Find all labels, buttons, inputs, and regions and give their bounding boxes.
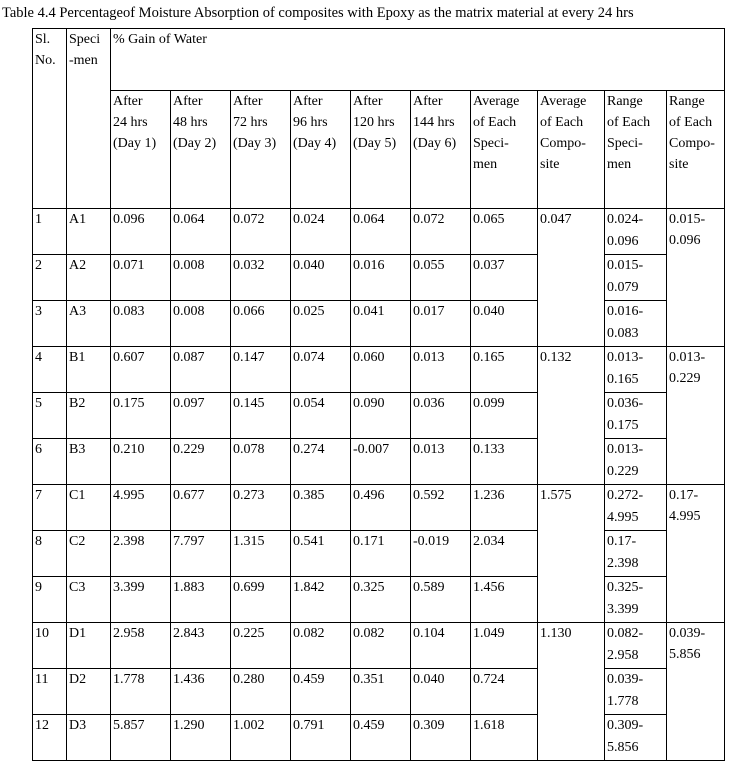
cell-day-1: 0.210: [111, 439, 171, 485]
cell-day-6: 0.055: [411, 255, 471, 301]
cell-sl-no: 1: [33, 209, 67, 255]
header-specimen-line1: Speci: [69, 32, 101, 47]
header-day-3: [231, 91, 291, 209]
cell-day-5: 0.082: [351, 623, 411, 669]
cell-day-6: 0.104: [411, 623, 471, 669]
cell-specimen: D1: [67, 623, 111, 669]
cell-avg-specimen: 0.040: [471, 301, 538, 347]
cell-sl-no: 8: [33, 531, 67, 577]
cell-day-6: 0.013: [411, 439, 471, 485]
cell-sl-no: 3: [33, 301, 67, 347]
cell-range-specimen-line2: 5.856: [607, 740, 639, 755]
header-day-2-line3: (Day 2): [173, 136, 217, 151]
cell-avg-composite: 1.575: [538, 485, 605, 623]
cell-avg-specimen: 0.133: [471, 439, 538, 485]
cell-specimen: B3: [67, 439, 111, 485]
cell-day-5: 0.016: [351, 255, 411, 301]
header-range-composite-line1: Range: [669, 94, 705, 109]
header-day-5: [351, 91, 411, 209]
header-day-5-line1: After: [353, 94, 383, 109]
cell-avg-specimen: 1.236: [471, 485, 538, 531]
cell-specimen: C1: [67, 485, 111, 531]
cell-avg-specimen: 1.618: [471, 715, 538, 761]
cell-day-5: 0.064: [351, 209, 411, 255]
cell-avg-specimen: 0.037: [471, 255, 538, 301]
cell-day-6: -0.019: [411, 531, 471, 577]
cell-day-4: 0.074: [291, 347, 351, 393]
cell-sl-no: 6: [33, 439, 67, 485]
cell-sl-no: 9: [33, 577, 67, 623]
cell-range-specimen: [605, 577, 667, 623]
cell-day-1: 1.778: [111, 669, 171, 715]
cell-day-3: 0.280: [231, 669, 291, 715]
header-range-specimen-line1: Range: [607, 94, 643, 109]
cell-day-4: 0.054: [291, 393, 351, 439]
cell-day-6: 0.309: [411, 715, 471, 761]
cell-range-composite: [667, 623, 725, 761]
cell-day-5: 0.325: [351, 577, 411, 623]
cell-range-specimen-line2: 1.778: [607, 694, 639, 709]
cell-sl-no: 10: [33, 623, 67, 669]
cell-day-3: 0.066: [231, 301, 291, 347]
table-row: [33, 301, 725, 347]
cell-day-4: 0.541: [291, 531, 351, 577]
header-day-6-line1: After: [413, 94, 443, 109]
header-specimen: [67, 29, 111, 209]
header-avg-composite-line4: site: [540, 157, 560, 172]
cell-day-4: 0.385: [291, 485, 351, 531]
cell-range-specimen-line1: 0.024-: [607, 212, 644, 227]
cell-day-6: 0.589: [411, 577, 471, 623]
cell-day-3: 0.032: [231, 255, 291, 301]
header-day-3-line3: (Day 3): [233, 136, 277, 151]
cell-avg-specimen: 1.049: [471, 623, 538, 669]
cell-specimen: C3: [67, 577, 111, 623]
cell-sl-no: 2: [33, 255, 67, 301]
header-day-1: [111, 91, 171, 209]
cell-day-2: 1.436: [171, 669, 231, 715]
cell-avg-specimen: 0.065: [471, 209, 538, 255]
cell-range-specimen-line2: 0.096: [607, 234, 639, 249]
cell-day-5: 0.496: [351, 485, 411, 531]
cell-specimen: B2: [67, 393, 111, 439]
cell-specimen: C2: [67, 531, 111, 577]
header-day-4: [291, 91, 351, 209]
table-row: [33, 393, 725, 439]
cell-range-specimen: [605, 715, 667, 761]
cell-range-specimen-line2: 0.083: [607, 326, 639, 341]
header-sl-no-line1: Sl.: [35, 32, 51, 47]
cell-day-6: 0.036: [411, 393, 471, 439]
cell-day-4: 0.082: [291, 623, 351, 669]
cell-range-specimen-line1: 0.309-: [607, 718, 644, 733]
cell-range-specimen: [605, 393, 667, 439]
cell-day-4: 0.025: [291, 301, 351, 347]
cell-range-specimen-line2: 0.165: [607, 372, 639, 387]
header-day-5-line2: 120 hrs: [353, 115, 395, 130]
cell-range-composite: [667, 209, 725, 347]
cell-day-1: 0.175: [111, 393, 171, 439]
cell-day-3: 1.315: [231, 531, 291, 577]
header-sl-no: [33, 29, 67, 209]
cell-day-1: 2.398: [111, 531, 171, 577]
cell-day-3: 1.002: [231, 715, 291, 761]
cell-avg-specimen: 0.165: [471, 347, 538, 393]
header-day-1-line1: After: [113, 94, 143, 109]
cell-day-2: 0.229: [171, 439, 231, 485]
table-row: [33, 209, 725, 255]
cell-range-specimen: [605, 531, 667, 577]
cell-day-1: 0.083: [111, 301, 171, 347]
header-avg-specimen: [471, 91, 538, 209]
header-day-3-line1: After: [233, 94, 263, 109]
cell-day-5: 0.171: [351, 531, 411, 577]
cell-day-2: 0.008: [171, 255, 231, 301]
table-body: [33, 209, 725, 761]
header-day-5-line3: (Day 5): [353, 136, 397, 151]
table-row: [33, 531, 725, 577]
table-header: [33, 29, 725, 209]
cell-specimen: A2: [67, 255, 111, 301]
table-row: [33, 485, 725, 531]
header-avg-composite-line2: of Each: [540, 115, 584, 130]
cell-avg-specimen: 0.099: [471, 393, 538, 439]
cell-range-composite-line2: 0.096: [669, 233, 701, 248]
cell-day-2: 7.797: [171, 531, 231, 577]
table-row: [33, 715, 725, 761]
cell-day-1: 5.857: [111, 715, 171, 761]
cell-day-5: 0.351: [351, 669, 411, 715]
cell-sl-no: 12: [33, 715, 67, 761]
cell-range-specimen: [605, 209, 667, 255]
cell-day-3: 0.273: [231, 485, 291, 531]
header-avg-composite-line1: Average: [540, 94, 587, 109]
cell-range-specimen: [605, 255, 667, 301]
header-day-1-line2: 24 hrs: [113, 115, 148, 130]
cell-avg-composite: 1.130: [538, 623, 605, 761]
header-day-4-line2: 96 hrs: [293, 115, 328, 130]
cell-range-specimen: [605, 439, 667, 485]
cell-day-2: 0.677: [171, 485, 231, 531]
cell-range-specimen: [605, 485, 667, 531]
cell-day-6: 0.017: [411, 301, 471, 347]
cell-day-1: 3.399: [111, 577, 171, 623]
cell-day-2: 2.843: [171, 623, 231, 669]
cell-range-composite-line1: 0.015-: [669, 212, 706, 227]
cell-day-3: 0.147: [231, 347, 291, 393]
header-specimen-line2: -men: [69, 53, 98, 68]
cell-range-specimen-line1: 0.013-: [607, 442, 644, 457]
table-row: [33, 623, 725, 669]
header-day-6: [411, 91, 471, 209]
cell-sl-no: 11: [33, 669, 67, 715]
cell-range-specimen-line1: 0.325-: [607, 580, 644, 595]
cell-range-specimen-line2: 2.398: [607, 556, 639, 571]
header-gain-of-water: % Gain of Water: [111, 29, 725, 91]
table-row: [33, 255, 725, 301]
cell-avg-specimen: 2.034: [471, 531, 538, 577]
cell-range-specimen-line1: 0.036-: [607, 396, 644, 411]
cell-day-3: 0.699: [231, 577, 291, 623]
cell-range-composite-line2: 4.995: [669, 509, 701, 524]
header-avg-composite: [538, 91, 605, 209]
cell-day-6: 0.040: [411, 669, 471, 715]
header-day-2-line1: After: [173, 94, 203, 109]
cell-range-specimen-line1: 0.082-: [607, 626, 644, 641]
cell-day-4: 0.791: [291, 715, 351, 761]
cell-avg-specimen: 0.724: [471, 669, 538, 715]
header-day-6-line2: 144 hrs: [413, 115, 455, 130]
header-avg-composite-line3: Compo-: [540, 136, 586, 151]
cell-specimen: D3: [67, 715, 111, 761]
cell-sl-no: 4: [33, 347, 67, 393]
header-range-specimen: [605, 91, 667, 209]
cell-range-specimen-line2: 3.399: [607, 602, 639, 617]
cell-day-5: 0.090: [351, 393, 411, 439]
header-day-2-line2: 48 hrs: [173, 115, 208, 130]
header-range-composite-line3: Compo-: [669, 136, 715, 151]
cell-day-4: 1.842: [291, 577, 351, 623]
cell-range-specimen-line1: 0.272-: [607, 488, 644, 503]
header-day-6-line3: (Day 6): [413, 136, 457, 151]
cell-day-5: 0.060: [351, 347, 411, 393]
cell-specimen: D2: [67, 669, 111, 715]
header-day-4-line3: (Day 4): [293, 136, 337, 151]
cell-specimen: A1: [67, 209, 111, 255]
cell-range-specimen: [605, 301, 667, 347]
header-row-days: [33, 91, 725, 209]
header-range-composite-line2: of Each: [669, 115, 713, 130]
header-avg-specimen-line2: of Each: [473, 115, 517, 130]
cell-day-2: 0.008: [171, 301, 231, 347]
cell-range-composite-line1: 0.039-: [669, 626, 706, 641]
cell-specimen: A3: [67, 301, 111, 347]
cell-range-specimen-line2: 0.079: [607, 280, 639, 295]
cell-day-2: 1.883: [171, 577, 231, 623]
cell-avg-composite: 0.132: [538, 347, 605, 485]
cell-range-composite: [667, 347, 725, 485]
header-avg-specimen-line3: Speci-: [473, 136, 509, 151]
table-row: [33, 347, 725, 393]
cell-day-4: 0.274: [291, 439, 351, 485]
cell-range-composite: [667, 485, 725, 623]
cell-day-2: 0.097: [171, 393, 231, 439]
cell-day-3: 0.078: [231, 439, 291, 485]
cell-range-specimen-line2: 4.995: [607, 510, 639, 525]
header-avg-specimen-line1: Average: [473, 94, 520, 109]
cell-range-specimen: [605, 669, 667, 715]
table-row: [33, 439, 725, 485]
cell-range-specimen-line1: 0.17-: [607, 534, 637, 549]
cell-range-specimen: [605, 347, 667, 393]
cell-range-composite-line2: 0.229: [669, 371, 701, 386]
cell-day-5: 0.459: [351, 715, 411, 761]
cell-range-specimen-line1: 0.039-: [607, 672, 644, 687]
cell-sl-no: 7: [33, 485, 67, 531]
cell-day-6: 0.072: [411, 209, 471, 255]
cell-day-5: -0.007: [351, 439, 411, 485]
cell-sl-no: 5: [33, 393, 67, 439]
cell-day-6: 0.592: [411, 485, 471, 531]
cell-range-specimen: [605, 623, 667, 669]
cell-day-2: 0.064: [171, 209, 231, 255]
cell-range-composite-line1: 0.013-: [669, 350, 706, 365]
cell-range-specimen-line1: 0.013-: [607, 350, 644, 365]
cell-avg-specimen: 1.456: [471, 577, 538, 623]
cell-day-6: 0.013: [411, 347, 471, 393]
table-caption: Table 4.4 Percentageof Moisture Absorption of composites with Epoxy as the matrix material at every 24 hrs: [2, 5, 634, 21]
cell-day-1: 0.096: [111, 209, 171, 255]
moisture-absorption-table: [32, 28, 725, 761]
cell-day-5: 0.041: [351, 301, 411, 347]
table-row: [33, 577, 725, 623]
header-range-composite-line4: site: [669, 157, 689, 172]
cell-specimen: B1: [67, 347, 111, 393]
cell-range-composite-line2: 5.856: [669, 647, 701, 662]
header-range-specimen-line2: of Each: [607, 115, 651, 130]
table-row: [33, 669, 725, 715]
header-range-specimen-line4: men: [607, 157, 632, 172]
header-day-3-line2: 72 hrs: [233, 115, 268, 130]
header-range-composite: [667, 91, 725, 209]
cell-day-1: 2.958: [111, 623, 171, 669]
cell-day-3: 0.072: [231, 209, 291, 255]
cell-day-2: 0.087: [171, 347, 231, 393]
cell-day-3: 0.145: [231, 393, 291, 439]
cell-range-specimen-line2: 2.958: [607, 648, 639, 663]
cell-range-composite-line1: 0.17-: [669, 488, 699, 503]
cell-day-3: 0.225: [231, 623, 291, 669]
cell-range-specimen-line2: 0.175: [607, 418, 639, 433]
header-range-specimen-line3: Speci-: [607, 136, 643, 151]
cell-day-4: 0.459: [291, 669, 351, 715]
cell-day-4: 0.024: [291, 209, 351, 255]
header-day-4-line1: After: [293, 94, 323, 109]
cell-day-4: 0.040: [291, 255, 351, 301]
cell-day-1: 4.995: [111, 485, 171, 531]
header-day-2: [171, 91, 231, 209]
cell-range-specimen-line2: 0.229: [607, 464, 639, 479]
cell-day-2: 1.290: [171, 715, 231, 761]
header-sl-no-line2: No.: [35, 53, 56, 68]
cell-day-1: 0.071: [111, 255, 171, 301]
header-day-1-line3: (Day 1): [113, 136, 157, 151]
cell-day-1: 0.607: [111, 347, 171, 393]
cell-range-specimen-line1: 0.015-: [607, 258, 644, 273]
header-avg-specimen-line4: men: [473, 157, 498, 172]
cell-avg-composite: 0.047: [538, 209, 605, 347]
cell-range-specimen-line1: 0.016-: [607, 304, 644, 319]
